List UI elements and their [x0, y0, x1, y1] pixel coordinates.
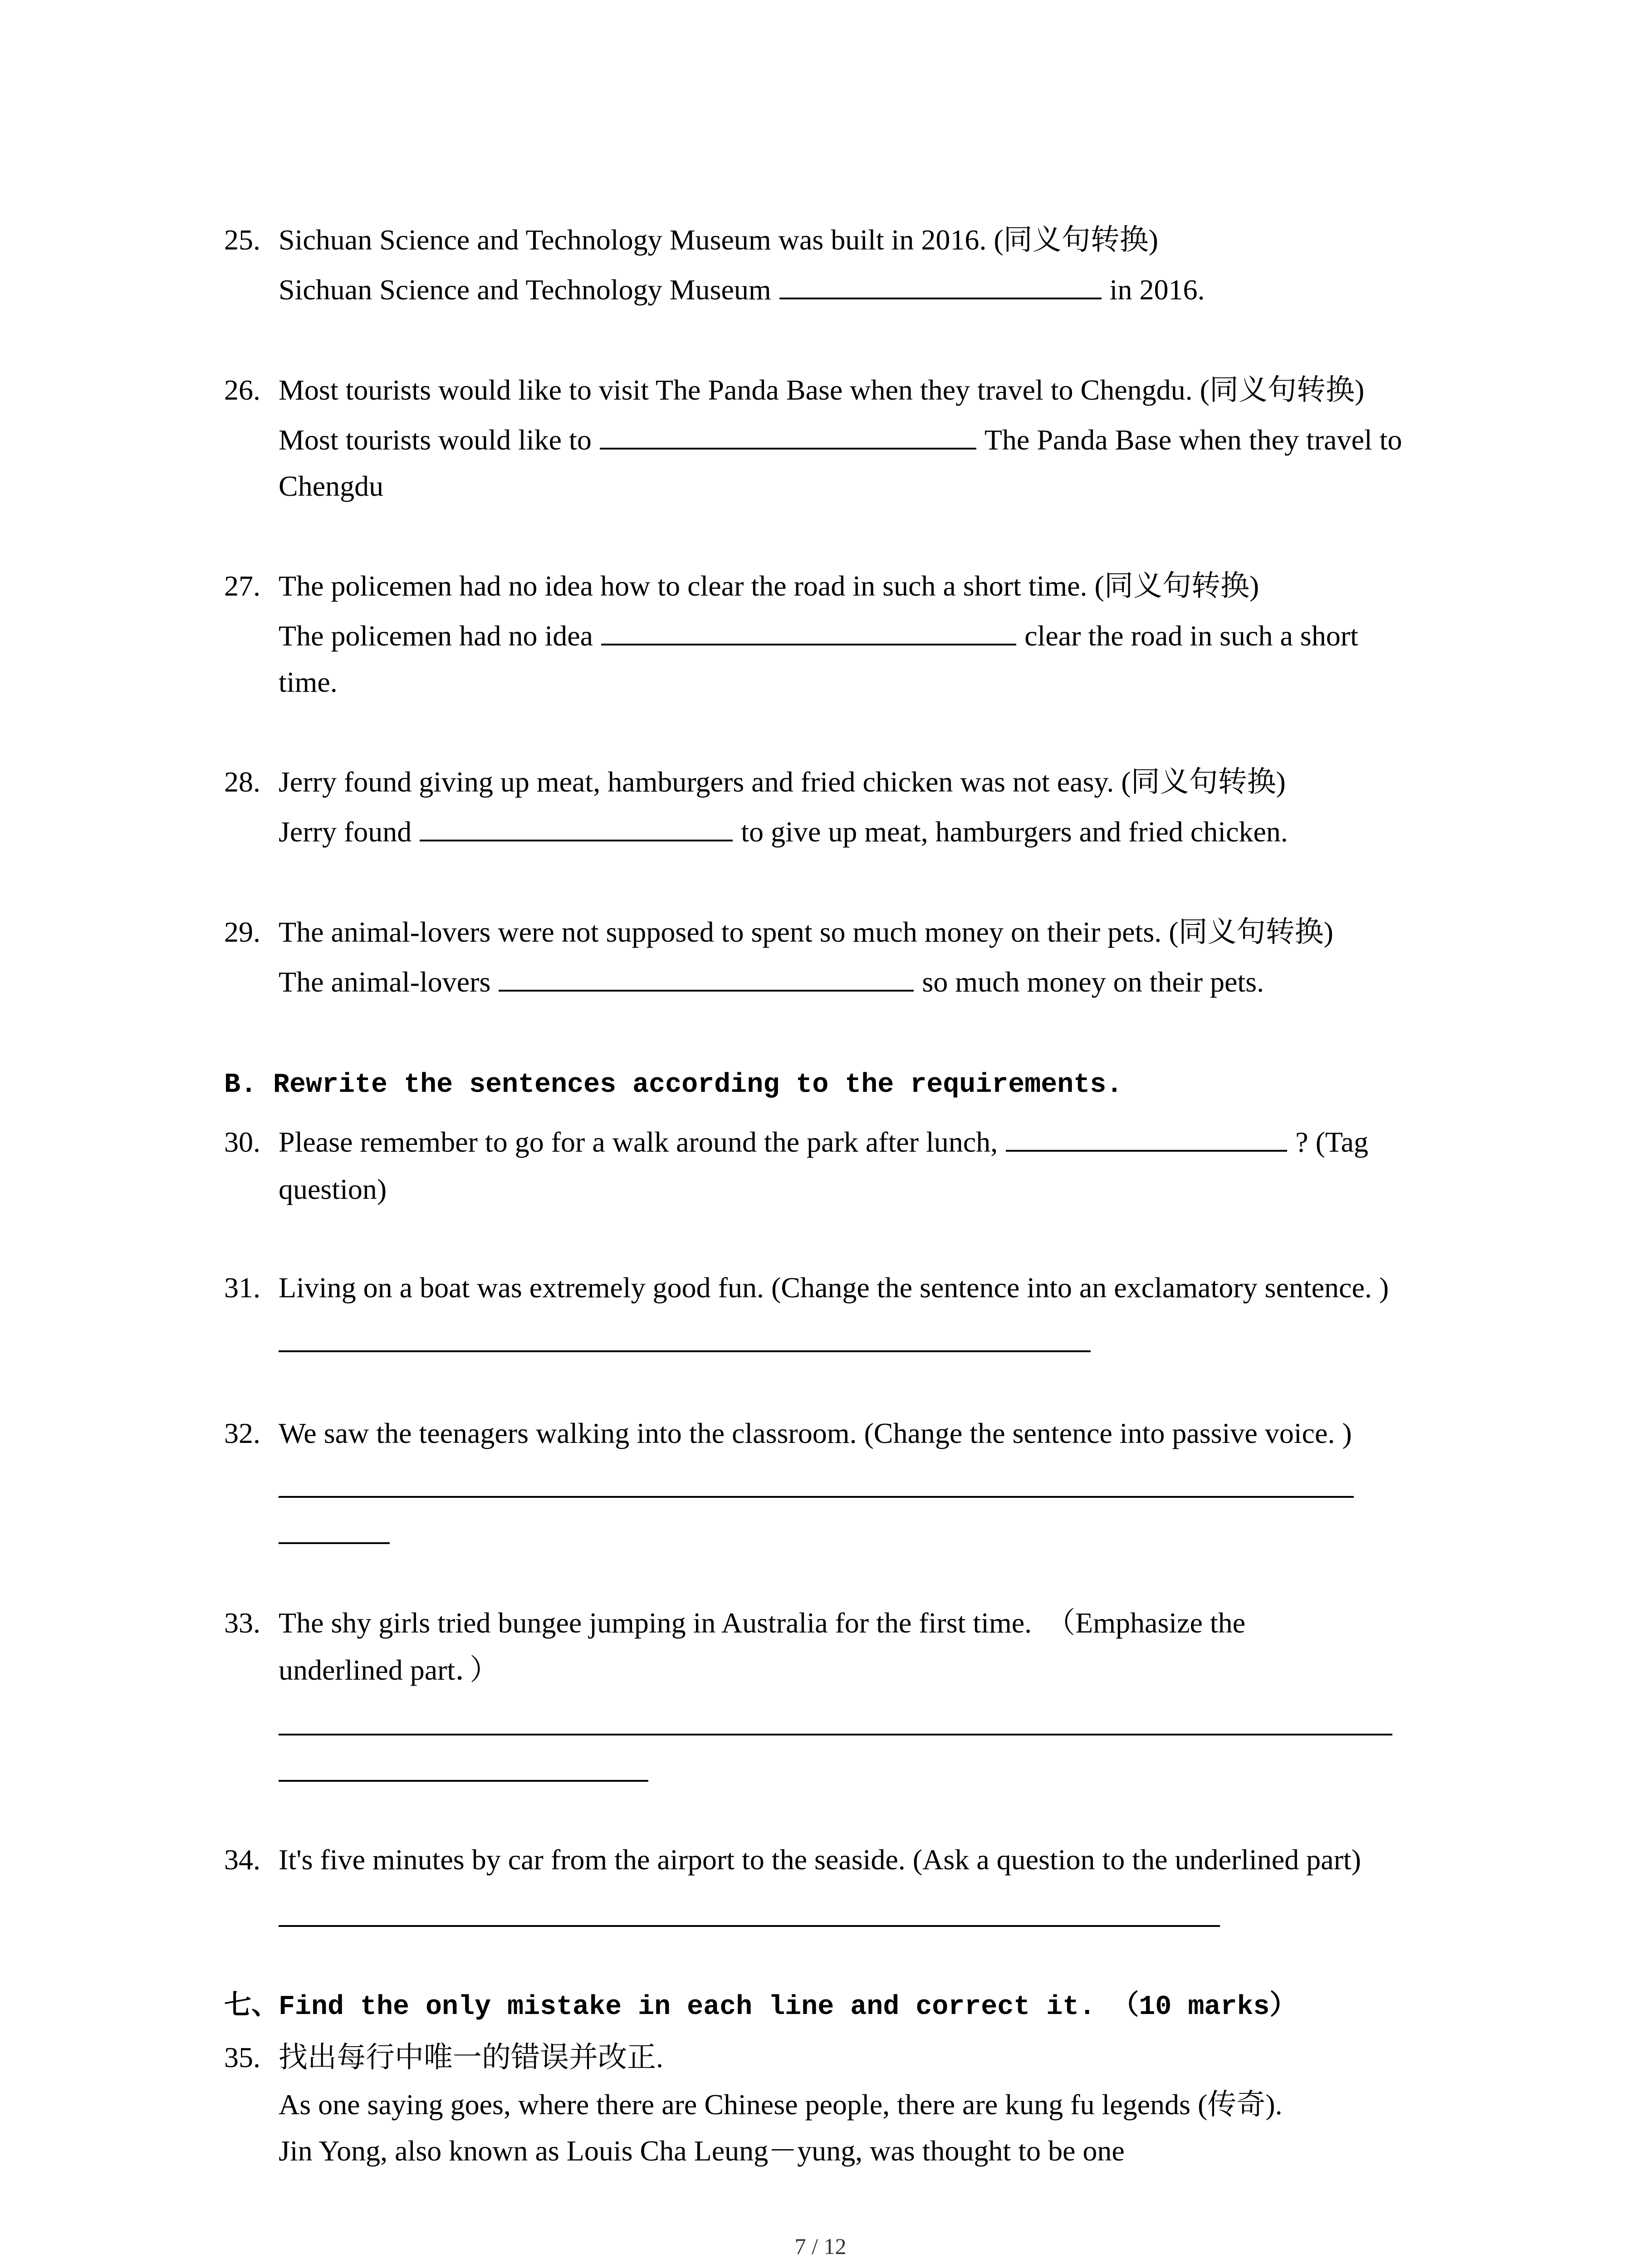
- question-answer-line: Sichuan Science and Technology Museum in 2016.: [279, 266, 1205, 313]
- answer-blank[interactable]: [779, 268, 1102, 299]
- question-prompt: Jerry found giving up meat, hamburgers and fried chicken was not easy. (同义句转换): [279, 766, 1286, 798]
- question-number: 34.: [224, 1843, 260, 1876]
- question-number: 29.: [224, 916, 260, 948]
- question-prompt: The shy girls tried bungee jumping in Australia for the first time. （Emphasize the: [279, 1607, 1246, 1639]
- question-continuation: question): [279, 1173, 387, 1205]
- answer-line[interactable]: [279, 1925, 1220, 1927]
- question-answer-line: Jerry found to give up meat, hamburgers and fried chicken.: [279, 808, 1288, 855]
- question-number: 33.: [224, 1607, 260, 1639]
- question-number: 30.: [224, 1126, 260, 1158]
- question-number: 27.: [224, 570, 260, 602]
- question-number: 35.: [224, 2041, 260, 2073]
- section-7-heading: 七、Find the only mistake in each line and correct it. （10 marks）: [224, 1992, 1297, 2023]
- answer-blank[interactable]: [601, 614, 1016, 645]
- question-continuation: Chengdu: [279, 470, 384, 502]
- passage-line: Jin Yong, also known as Louis Cha Leung－yung, was thought to be one: [279, 2135, 1125, 2167]
- answer-line[interactable]: [279, 1734, 1392, 1735]
- question-answer-line: The policemen had no idea clear the road in such a short: [279, 612, 1358, 660]
- question-answer-line: Most tourists would like to The Panda Base when they travel to: [279, 416, 1402, 464]
- question-instruction: 找出每行中唯一的错误并改正.: [279, 2041, 663, 2073]
- question-number: 26.: [224, 374, 260, 406]
- section-b-heading: B. Rewrite the sentences according to the requirements.: [224, 1070, 1123, 1100]
- answer-blank[interactable]: [499, 960, 914, 992]
- answer-blank[interactable]: [600, 418, 976, 450]
- answer-line[interactable]: [279, 1350, 1091, 1352]
- question-continuation: time.: [279, 666, 338, 698]
- question-number: 25.: [224, 224, 260, 256]
- question-prompt: Living on a boat was extremely good fun. (Change the sentence into an exclamatory sentence. ): [279, 1271, 1389, 1304]
- question-answer-line: Please remember to go for a walk around the park after lunch, ? (Tag: [279, 1119, 1368, 1166]
- answer-blank[interactable]: [1006, 1120, 1287, 1152]
- question-number: 32.: [224, 1417, 260, 1449]
- question-answer-line: The animal-lovers so much money on their pets.: [279, 958, 1264, 1006]
- passage-line: As one saying goes, where there are Chinese people, there are kung fu legends (传奇).: [279, 2088, 1283, 2121]
- answer-line[interactable]: [279, 1780, 648, 1782]
- answer-line[interactable]: [279, 1496, 1354, 1498]
- question-prompt: Sichuan Science and Technology Museum was built in 2016. (同义句转换): [279, 224, 1158, 256]
- question-number: 28.: [224, 766, 260, 798]
- question-continuation: underlined part．）: [279, 1654, 499, 1686]
- page-number: 7 / 12: [794, 2234, 847, 2259]
- question-prompt: We saw the teenagers walking into the classroom. (Change the sentence into passive voice. ): [279, 1417, 1352, 1449]
- question-prompt: The policemen had no idea how to clear the road in such a short time. (同义句转换): [279, 570, 1259, 602]
- answer-line[interactable]: [279, 1542, 390, 1544]
- answer-blank[interactable]: [420, 810, 733, 841]
- question-prompt: Most tourists would like to visit The Panda Base when they travel to Chengdu. (同义句转换): [279, 374, 1365, 406]
- question-prompt: It's five minutes by car from the airport to the seaside. (Ask a question to the underlined part): [279, 1843, 1361, 1876]
- question-number: 31.: [224, 1271, 260, 1304]
- question-prompt: The animal-lovers were not supposed to spent so much money on their pets. (同义句转换): [279, 916, 1333, 948]
